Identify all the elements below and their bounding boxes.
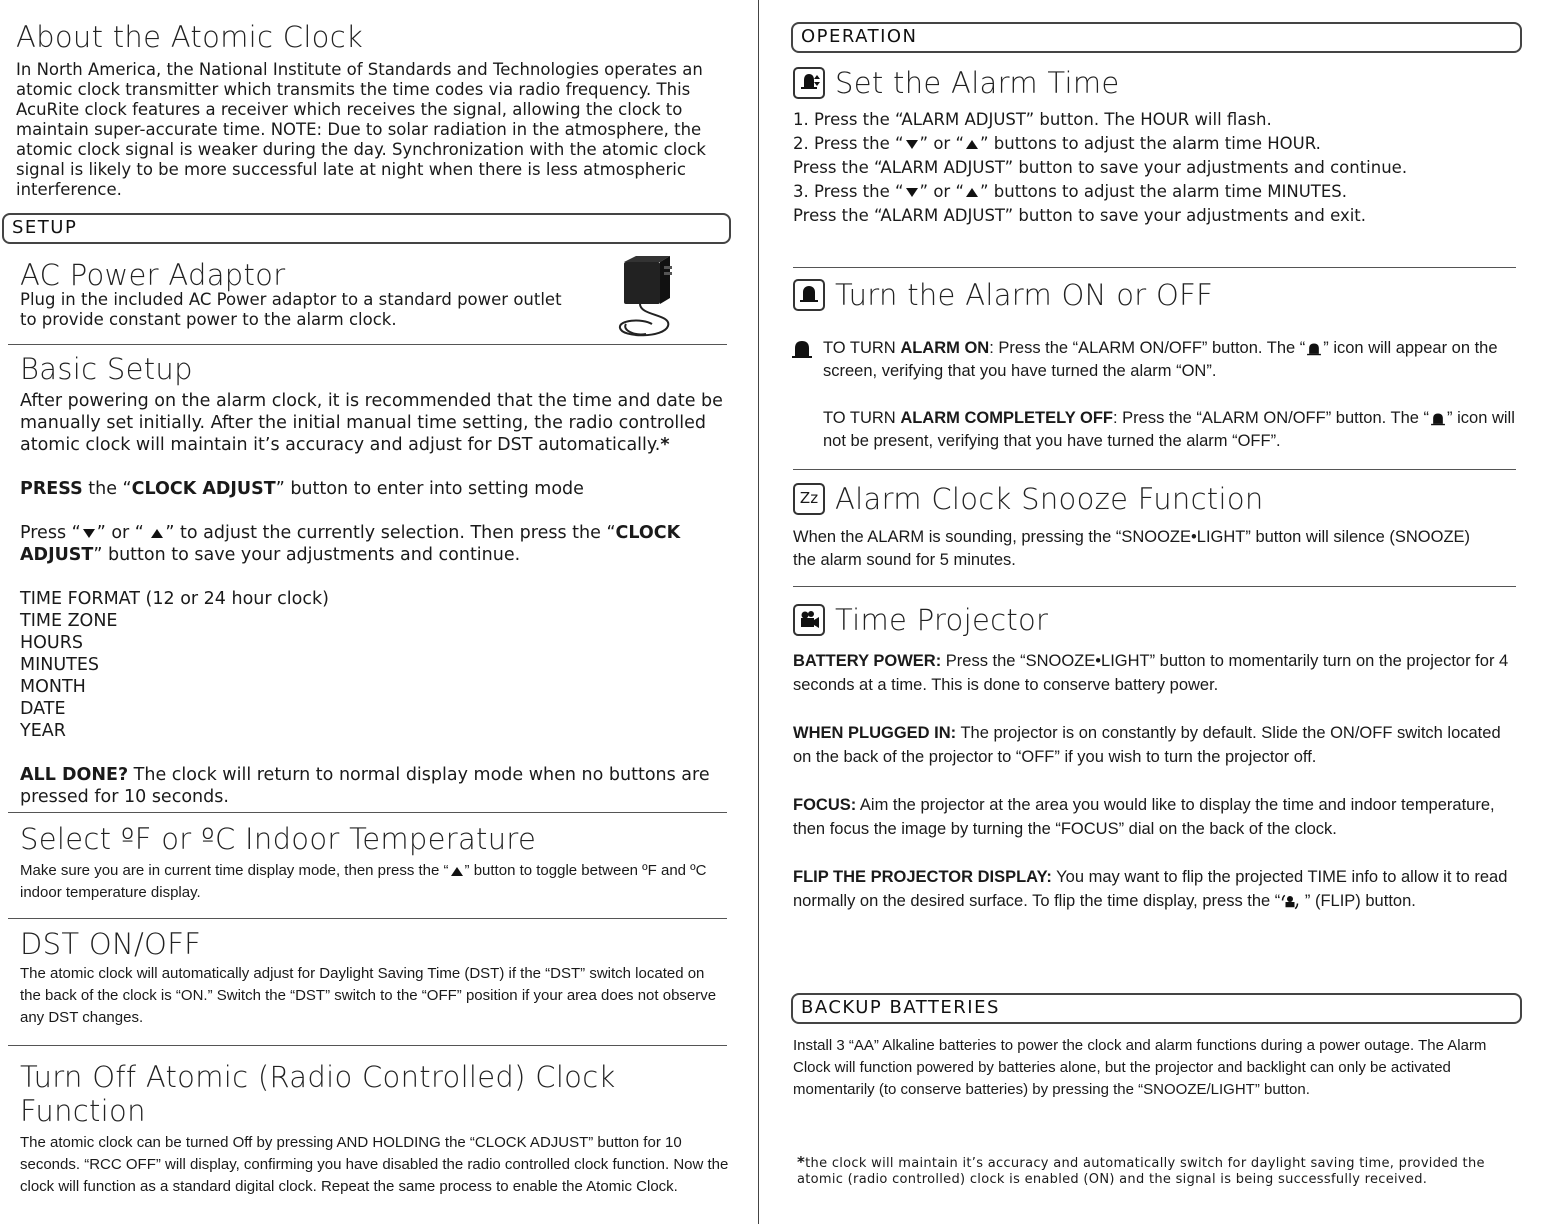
- press-a: the “: [82, 479, 132, 499]
- step-3c: ” buttons to adjust the alarm time MINUTES.: [980, 182, 1348, 201]
- plugged-in-text: [793, 721, 1518, 769]
- ac-body: Plug in the included AC Power adaptor to a standard power outlet to provide constant power to the alarm clock.: [20, 290, 562, 329]
- asterisk: *: [660, 435, 670, 455]
- right-column: [758, 0, 1552, 1224]
- step-2a: 2. Press the “: [793, 134, 904, 153]
- adj-c: ” to adjust the currently selection. Then press the “: [165, 523, 616, 543]
- flip-b: ” (FLIP) button.: [1300, 892, 1416, 910]
- ac-title: AC Power Adaptor: [20, 258, 286, 292]
- divider: [8, 1045, 727, 1046]
- adjust-line: [20, 522, 735, 566]
- alarm-onoff-body: [823, 337, 1518, 453]
- list-item: YEAR: [20, 721, 66, 741]
- dst-section: [20, 927, 720, 1029]
- on-c: ” icon will appear on the screen, verifying that you have turned the alarm “ON”.: [823, 339, 1498, 380]
- alarm-time-steps: [793, 108, 1533, 228]
- press-b: ” button to enter into setting mode: [275, 479, 584, 499]
- alarm-time-heading: [793, 66, 1533, 100]
- dst-body: The atomic clock will automatically adjust for Daylight Saving Time (DST) if the “DST” switch located on the back of the clock is “ON.” Switch the “DST” switch to the “OFF” position if your area does not observe any DST changes.: [20, 965, 717, 1026]
- on-b: : Press the “ALARM ON/OFF” button. The “: [989, 339, 1306, 357]
- rcc-section: [20, 1060, 735, 1198]
- rcc-body: The atomic clock can be turned Off by pressing AND HOLDING the “CLOCK ADJUST” button for 10 seconds. “RCC OFF” will display, confirming you have disabled the radio controlled clock function. Now the clock will function as a standard digital clock. Repeat the same process to enable the Atomic Clock.: [20, 1134, 729, 1195]
- plugged-in-desc: The projector is on constantly by default. Slide the ON/OFF switch located on the back of the projector to “OFF” if you wish to turn the projector off.: [793, 724, 1501, 766]
- operation-header: OPERATION: [791, 22, 1522, 53]
- list-item: TIME FORMAT (12 or 24 hour clock): [20, 589, 329, 609]
- all-done-text: The clock will return to normal display mode when no buttons are pressed for 10 seconds.: [20, 765, 710, 807]
- snooze-heading: [793, 482, 1533, 516]
- focus-desc: Aim the projector at the area you would like to display the time and indoor temperature, then focus the image by turning the “FOCUS” dial on the back of the clock.: [793, 796, 1495, 838]
- footnote: [797, 1154, 1517, 1188]
- step-2: [793, 132, 1533, 156]
- temperature-section: [20, 822, 740, 904]
- divider: [8, 812, 727, 813]
- list-item: MONTH: [20, 677, 86, 697]
- step-2b: ” or “: [919, 134, 964, 153]
- projector-title: Time Projector: [835, 603, 1049, 637]
- ac-section: [20, 258, 580, 330]
- press-clock-adjust: CLOCK ADJUST: [131, 479, 276, 499]
- down-arrow-icon: [906, 188, 918, 197]
- left-column: [0, 0, 758, 1224]
- divider: [793, 586, 1516, 587]
- plugged-in-bold: WHEN PLUGGED IN:: [793, 724, 957, 742]
- temp-a: Make sure you are in current time display mode, then press the “: [20, 862, 449, 879]
- settings-list: [20, 588, 735, 742]
- divider: [793, 267, 1516, 268]
- step-1: 1. Press the “ALARM ADJUST” button. The HOUR will flash.: [793, 110, 1272, 129]
- bell-icon: [1305, 341, 1323, 357]
- divider: [8, 344, 727, 345]
- up-arrow-icon: [966, 140, 978, 149]
- alarm-on-text: [823, 337, 1518, 383]
- temp-b: ” button to toggle between ºF and ºC indoor temperature display.: [20, 862, 707, 901]
- battery-power-text: [793, 649, 1518, 697]
- flip-text: [793, 865, 1518, 913]
- flip-icon: [1280, 893, 1300, 911]
- projector-section: [793, 603, 1518, 913]
- alarm-adjust-icon: [793, 67, 825, 99]
- press-bold: PRESS: [20, 479, 83, 499]
- basic-p1-text: After powering on the alarm clock, it is recommended that the time and date be manually set initially. After the initial manual time setting, the radio controlled atomic clock will maintain it’s accuracy and adjust for DST automatically.: [20, 391, 723, 455]
- about-section: [16, 20, 731, 200]
- about-body: In North America, the National Institute of Standards and Technologies operates an atomic clock transmitter which transmits the time codes via radio frequency. This AcuRite clock features a receiver which receives the signal, allowing the clock to maintain super-accurate time. NOTE: Due to solar radiation in the atmosphere, the atomic clock signal is weaker during the day. Synchronization with the atomic clock signal is likely to be more successful late at night when there is less atmospheric interference.: [16, 60, 706, 199]
- alarm-time-section: [793, 66, 1533, 228]
- alarm-off-text: [823, 407, 1518, 453]
- snooze-title: Alarm Clock Snooze Function: [835, 482, 1264, 516]
- step-3b: ” or “: [919, 182, 964, 201]
- press-line: [20, 478, 735, 500]
- list-item: DATE: [20, 699, 66, 719]
- down-arrow-icon: [83, 529, 95, 538]
- flip-a: You may want to flip the projected TIME info to allow it to read normally on the desired surface. To flip the time display, press the “: [793, 868, 1508, 910]
- adj-a: Press “: [20, 523, 81, 543]
- up-arrow-icon: [151, 529, 163, 538]
- list-item: HOURS: [20, 633, 84, 653]
- rcc-title: Turn Off Atomic (Radio Controlled) Clock Function: [20, 1060, 616, 1128]
- dst-title: DST ON/OFF: [20, 927, 202, 961]
- off-b: : Press the “ALARM ON/OFF” button. The “: [1112, 409, 1430, 427]
- battery-power-bold: BATTERY POWER:: [793, 652, 942, 670]
- adj-d: ” button to save your adjustments and continue.: [93, 545, 521, 565]
- snooze-body: When the ALARM is sounding, pressing the “SNOOZE•LIGHT” button will silence (SNOOZE) the alarm sound for 5 minutes.: [793, 528, 1471, 569]
- list-item: TIME ZONE: [20, 611, 118, 631]
- adj-b: ” or “: [96, 523, 150, 543]
- backup-header: BACKUP BATTERIES: [791, 993, 1522, 1024]
- about-title: About the Atomic Clock: [16, 20, 364, 54]
- step-3: [793, 180, 1533, 204]
- snooze-section: [793, 482, 1533, 572]
- projector-heading: [793, 603, 1518, 637]
- footnote-text: the clock will maintain it’s accuracy and automatically switch for daylight saving time, provided the atomic (radio controlled) clock is enabled (ON) and the signal is being successfully received.: [797, 1156, 1485, 1187]
- up-arrow-icon: [451, 867, 463, 876]
- flip-bold: FLIP THE PROJECTOR DISPLAY:: [793, 868, 1052, 886]
- bell-icon: [793, 279, 825, 311]
- snooze-icon: Zz: [793, 483, 825, 515]
- focus-text: [793, 793, 1518, 841]
- divider: [8, 918, 727, 919]
- projector-body: [793, 649, 1518, 913]
- footnote-asterisk: *: [797, 1153, 806, 1171]
- step-3-save: Press the “ALARM ADJUST” button to save your adjustments and exit.: [793, 206, 1367, 225]
- projector-icon: [793, 604, 825, 636]
- adj-clock-adjust: CLOCK ADJUST: [20, 523, 681, 565]
- step-2-save: Press the “ALARM ADJUST” button to save your adjustments and continue.: [793, 158, 1408, 177]
- all-done-bold: ALL DONE?: [20, 765, 129, 785]
- step-3a: 3. Press the “: [793, 182, 904, 201]
- basic-setup-section: [20, 352, 735, 808]
- step-2c: ” buttons to adjust the alarm time HOUR.: [980, 134, 1321, 153]
- basic-p1: [20, 390, 735, 456]
- up-arrow-icon: [966, 188, 978, 197]
- on-a: TO TURN: [823, 339, 901, 357]
- power-adaptor-icon: [612, 254, 676, 340]
- bell-icon: [789, 336, 815, 362]
- alarm-off-bold: ALARM COMPLETELY OFF: [900, 409, 1113, 427]
- alarm-onoff-section: [793, 278, 1533, 312]
- battery-power-desc: Press the “SNOOZE•LIGHT” button to momentarily turn on the projector for 4 seconds at a time. This is done to conserve battery power.: [793, 652, 1509, 694]
- backup-body: Install 3 “AA” Alkaline batteries to power the clock and alarm functions during a power outage. The Alarm Clock will function powered by batteries alone, but the projector and backlight can only be activated momentarily (to conserve batteries) by pressing the “SNOOZE/LIGHT” button.: [793, 1037, 1487, 1098]
- off-c: ” icon will not be present, verifying that you have turned the alarm “OFF”.: [823, 409, 1515, 450]
- focus-bold: FOCUS:: [793, 796, 857, 814]
- bell-icon: [1429, 411, 1447, 427]
- all-done-line: [20, 764, 735, 808]
- setup-header: SETUP: [2, 213, 731, 244]
- down-arrow-icon: [906, 140, 918, 149]
- alarm-onoff-heading: [793, 278, 1533, 312]
- basic-title: Basic Setup: [20, 352, 193, 386]
- alarm-on-bold: ALARM ON: [900, 339, 990, 357]
- list-item: MINUTES: [20, 655, 100, 675]
- temp-title: Select ºF or ºC Indoor Temperature: [20, 822, 537, 856]
- alarm-time-title: Set the Alarm Time: [835, 66, 1120, 100]
- alarm-onoff-title: Turn the Alarm ON or OFF: [835, 278, 1214, 312]
- off-a: TO TURN: [823, 409, 901, 427]
- temp-body: [20, 860, 740, 904]
- divider: [793, 469, 1516, 470]
